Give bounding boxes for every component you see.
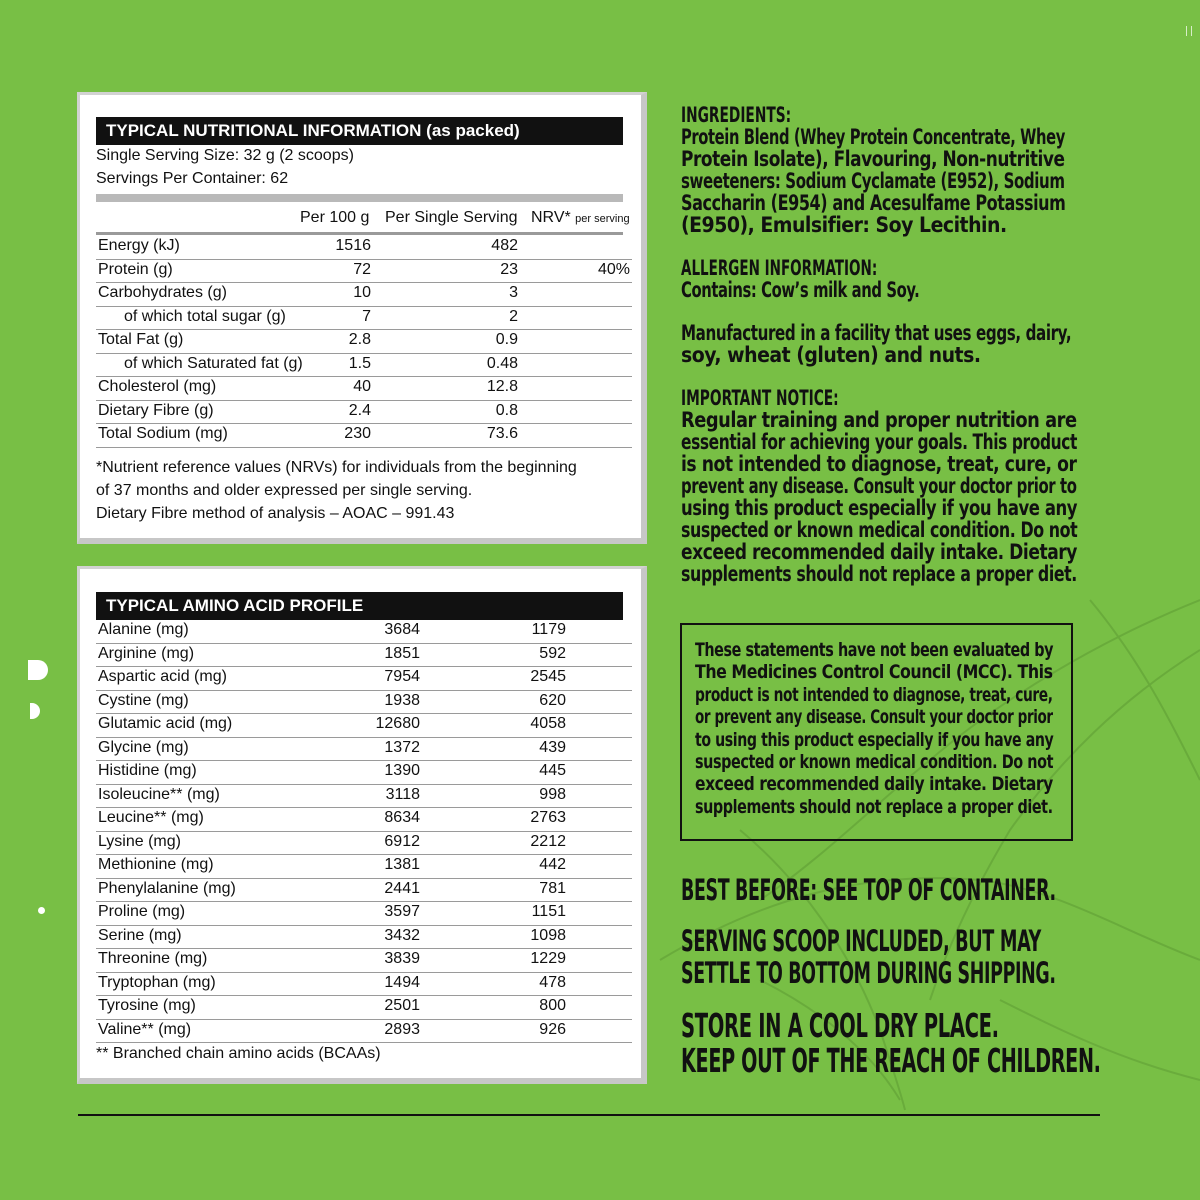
value-per-100g: 1.5 (348, 354, 371, 372)
scoop-statement-2: SETTLE TO BOTTOM DURING SHIPPING. (681, 956, 1056, 990)
facility-line: soy, wheat (gluten) and nuts. (681, 343, 981, 367)
amino-per-100g: 6912 (384, 832, 420, 850)
nrv-note: per serving (575, 213, 630, 225)
amino-per-100g: 12680 (375, 715, 420, 732)
amino-per-serving: 1098 (530, 926, 566, 944)
facility-line: Manufactured in a facility that uses eggs, dairy, (681, 321, 1072, 345)
amino-per-100g: 3684 (384, 621, 420, 638)
serving-size: Single Serving Size: 32 g (2 scoops) (96, 147, 354, 164)
amino-label: Alanine (mg) (98, 621, 189, 638)
nutrient-label: of which total sugar (g) (124, 307, 286, 325)
amino-per-serving: 442 (539, 856, 566, 873)
amino-row (96, 879, 632, 903)
nutrition-row (96, 401, 632, 425)
amino-per-100g: 3432 (384, 926, 420, 944)
amino-label: Proline (mg) (98, 903, 186, 920)
mcc-line: supplements should not replace a proper diet. (695, 795, 1053, 818)
amino-per-serving: 4058 (530, 715, 566, 732)
amino-label: Arginine (mg) (98, 644, 195, 662)
amino-per-serving: 998 (539, 785, 566, 803)
amino-label: Lysine (mg) (98, 832, 181, 850)
nutrition-row (96, 260, 632, 284)
ingredients-line: Protein Isolate), Flavouring, Non-nutritive (681, 147, 1065, 171)
amino-label: Histidine (mg) (98, 762, 197, 779)
amino-per-100g: 1372 (384, 738, 420, 756)
value-per-serving: 2 (509, 307, 518, 325)
col-header-nrv (531, 209, 630, 227)
value-per-serving: 12.8 (486, 378, 518, 395)
nutrition-title: TYPICAL NUTRITIONAL INFORMATION (as packed) (96, 117, 623, 145)
amino-row (96, 667, 632, 691)
amino-row (96, 620, 632, 644)
amino-label: Leucine** (mg) (98, 809, 204, 826)
amino-row (96, 926, 632, 950)
notice-line: exceed recommended daily intake. Dietary (681, 540, 1078, 564)
value-per-100g: 10 (353, 284, 371, 301)
nutrient-label: Dietary Fibre (g) (98, 401, 214, 419)
amino-per-serving: 2545 (530, 668, 566, 685)
allergen-contains: Contains: Cow’s milk and Soy. (681, 278, 920, 302)
nutrient-label: Energy (kJ) (98, 237, 180, 254)
amino-per-100g: 2441 (384, 879, 420, 897)
value-per-100g: 2.8 (348, 331, 371, 348)
value-per-100g: 1516 (335, 237, 371, 254)
ingredients-line: Protein Blend (Whey Protein Concentrate, Whey (681, 125, 1065, 149)
edge-decoration (30, 703, 40, 719)
amino-per-serving: 1229 (530, 950, 566, 967)
amino-per-100g: 8634 (384, 809, 420, 826)
amino-row (96, 761, 632, 785)
value-per-serving: 73.6 (486, 425, 518, 442)
amino-row (96, 1020, 632, 1044)
amino-row (96, 738, 632, 762)
mcc-line: product is not intended to diagnose, treat, cure, (695, 683, 1053, 706)
amino-per-serving: 800 (539, 997, 566, 1014)
bottom-rule (78, 1114, 1100, 1116)
value-per-serving: 0.48 (486, 354, 518, 372)
amino-label: Valine** (mg) (98, 1020, 192, 1038)
notice-line: using this product especially if you have any (681, 496, 1078, 520)
nutrition-row (96, 354, 632, 378)
mcc-line: suspected or known medical condition. Do not (695, 751, 1054, 773)
amino-per-100g: 2501 (384, 997, 420, 1014)
corner-mark (1186, 26, 1192, 36)
value-per-100g: 7 (362, 307, 371, 325)
nrv-footnote-2: of 37 months and older expressed per single serving. (96, 482, 473, 499)
amino-per-100g: 3597 (384, 903, 420, 920)
amino-row (96, 691, 632, 715)
notice-line: essential for achieving your goals. This product (681, 430, 1077, 454)
value-nrv: 40% (597, 260, 630, 278)
ingredients-line: Saccharin (E954) and Acesulfame Potassium (681, 191, 1066, 215)
ingredients-line: sweeteners: Sodium Cyclamate (E952), Sodium (681, 169, 1065, 193)
value-per-100g: 2.4 (348, 401, 371, 419)
amino-per-serving: 620 (539, 691, 566, 709)
notice-heading: IMPORTANT NOTICE: (681, 386, 839, 410)
mcc-line: These statements have not been evaluated by (695, 639, 1054, 661)
amino-row (96, 714, 632, 738)
mcc-line: The Medicines Control Council (MCC). This (695, 661, 1053, 684)
amino-label: Glutamic acid (mg) (98, 715, 233, 732)
mcc-line: or prevent any disease. Consult your doctor prior (695, 706, 1053, 729)
ingredients-line: (E950), Emulsifier: Soy Lecithin. (681, 213, 1007, 237)
nutrient-label: Total Sodium (mg) (98, 425, 228, 442)
nutrition-row (96, 330, 632, 354)
nutrient-label: Protein (g) (98, 260, 173, 278)
amino-label: Phenylalanine (mg) (98, 879, 236, 897)
amino-per-serving: 445 (539, 762, 566, 779)
notice-line: is not intended to diagnose, treat, cure, or (681, 452, 1077, 476)
amino-per-100g: 7954 (384, 668, 420, 685)
value-per-serving: 0.8 (495, 401, 518, 419)
section-divider (96, 194, 623, 202)
value-per-serving: 23 (500, 260, 518, 278)
nutrient-label: Carbohydrates (g) (98, 284, 227, 301)
nrv-label: NRV* (531, 209, 571, 226)
nutrient-label: Cholesterol (mg) (98, 378, 217, 395)
nutrient-label: of which Saturated fat (g) (124, 354, 303, 372)
amino-label: Serine (mg) (98, 926, 182, 944)
amino-label: Tyrosine (mg) (98, 997, 196, 1014)
amino-per-100g: 1938 (384, 691, 420, 709)
allergen-heading: ALLERGEN INFORMATION: (681, 256, 878, 280)
amino-per-100g: 3118 (385, 785, 420, 803)
amino-row (96, 855, 632, 879)
mcc-line: exceed recommended daily intake. Dietary (695, 773, 1053, 796)
fibre-method-note: Dietary Fibre method of analysis – AOAC – 991.43 (96, 505, 455, 522)
nutrition-row (96, 377, 632, 401)
amino-per-100g: 1494 (384, 973, 420, 991)
amino-per-serving: 781 (539, 879, 566, 897)
amino-per-serving: 1151 (531, 903, 566, 920)
notice-line: supplements should not replace a proper diet. (681, 562, 1077, 586)
col-header-per-serving: Per Single Serving (385, 209, 518, 226)
amino-row (96, 902, 632, 926)
amino-label: Aspartic acid (mg) (98, 668, 227, 685)
amino-per-serving: 2763 (530, 809, 566, 826)
amino-per-serving: 926 (539, 1020, 566, 1038)
servings-per-container: Servings Per Container: 62 (96, 170, 289, 187)
ingredients-heading: INGREDIENTS: (681, 103, 792, 127)
value-per-serving: 3 (509, 284, 518, 301)
best-before-statement: BEST BEFORE: SEE TOP OF CONTAINER. (681, 873, 1056, 907)
nutrition-panel (77, 92, 647, 544)
amino-per-serving: 478 (539, 973, 566, 991)
nutrition-row (96, 307, 632, 331)
value-per-100g: 72 (353, 260, 371, 278)
notice-line: suspected or known medical condition. Do not (681, 518, 1078, 542)
value-per-serving: 482 (491, 237, 518, 254)
amino-label: Glycine (mg) (98, 738, 189, 756)
amino-per-serving: 592 (539, 644, 566, 662)
amino-per-100g: 3839 (384, 950, 420, 967)
amino-per-100g: 2893 (384, 1020, 420, 1038)
value-per-100g: 40 (353, 378, 371, 395)
amino-label: Threonine (mg) (98, 950, 208, 967)
header-rule (96, 232, 623, 235)
notice-line: Regular training and proper nutrition are (681, 408, 1077, 432)
amino-row (96, 785, 632, 809)
notice-line: prevent any disease. Consult your doctor prior to (681, 474, 1077, 498)
nrv-footnote-1: *Nutrient reference values (NRVs) for individuals from the beginning (96, 459, 577, 476)
amino-row (96, 973, 632, 997)
amino-per-100g: 1390 (384, 762, 420, 779)
amino-row (96, 996, 632, 1020)
children-warning: KEEP OUT OF THE REACH OF CHILDREN. (681, 1041, 1101, 1080)
mcc-line: to using this product especially if you have any (695, 728, 1054, 751)
nutrition-row (96, 424, 632, 448)
amino-per-serving: 2212 (530, 832, 566, 850)
amino-per-100g: 1851 (384, 644, 420, 662)
amino-row (96, 832, 632, 856)
amino-panel (77, 566, 647, 1084)
value-per-serving: 0.9 (495, 331, 518, 348)
nutrition-row (96, 236, 632, 260)
bcaa-footnote: ** Branched chain amino acids (BCAAs) (96, 1045, 381, 1062)
amino-label: Cystine (mg) (98, 691, 189, 709)
col-header-per-100g: Per 100 g (300, 209, 370, 226)
amino-row (96, 644, 632, 668)
amino-label: Methionine (mg) (98, 856, 214, 873)
nutrient-label: Total Fat (g) (98, 331, 184, 348)
amino-per-serving: 439 (539, 738, 566, 756)
amino-per-serving: 1179 (531, 621, 566, 638)
storage-statement: STORE IN A COOL DRY PLACE. (681, 1006, 999, 1045)
amino-label: Isoleucine** (mg) (98, 785, 220, 803)
nutrition-row (96, 283, 632, 307)
amino-label: Tryptophan (mg) (98, 973, 216, 991)
edge-decoration (38, 907, 45, 914)
amino-per-100g: 1381 (384, 856, 420, 873)
amino-row (96, 808, 632, 832)
scoop-statement-1: SERVING SCOOP INCLUDED, BUT MAY (681, 924, 1041, 958)
amino-row (96, 949, 632, 973)
value-per-100g: 230 (344, 425, 371, 442)
amino-title: TYPICAL AMINO ACID PROFILE (96, 592, 623, 620)
edge-decoration (28, 660, 48, 680)
